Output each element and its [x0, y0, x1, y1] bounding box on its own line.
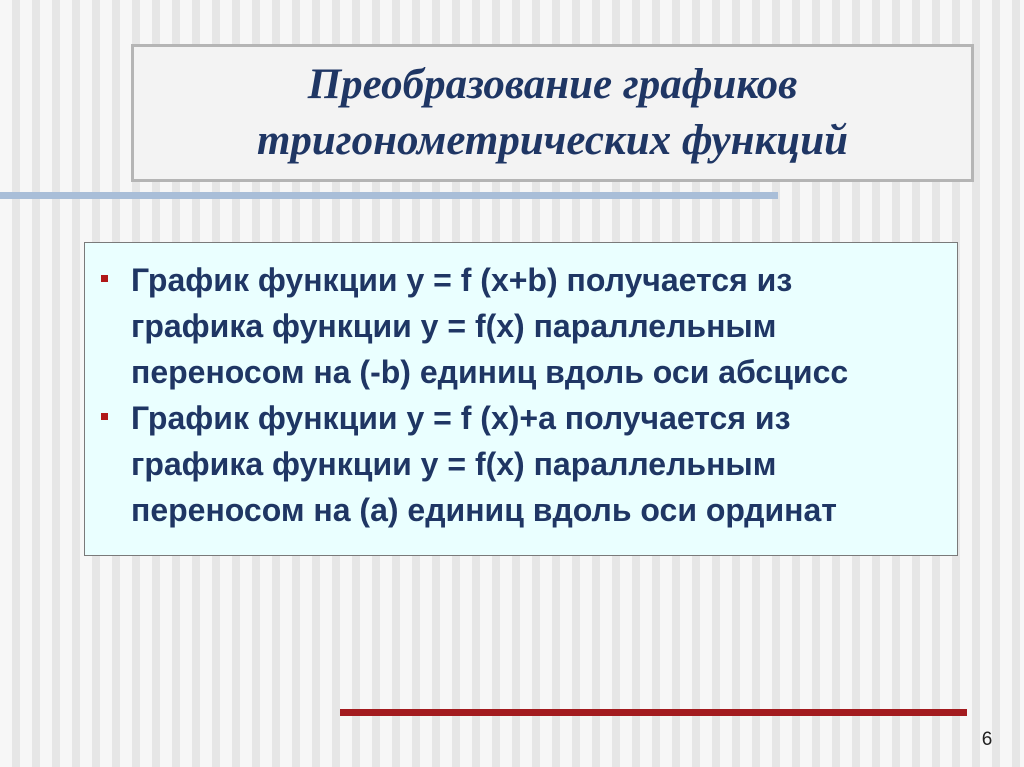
bullet-item-1 [99, 257, 937, 395]
bullet-1-line-2: графика функции у = f(x) параллельным [131, 308, 777, 344]
title-box [131, 44, 974, 182]
bullet-2-line-2: графика функции у = f(x) параллельным [131, 446, 777, 482]
red-accent-bar [340, 709, 967, 716]
bullet-1-line-3: переносом на (-b) единиц вдоль оси абсцисс [131, 354, 849, 390]
bullet-1-line-1: График функции у = f (x+b) получается из [131, 262, 793, 298]
slide-title [257, 57, 848, 169]
content-box [84, 242, 958, 556]
slide-title-line-2: тригонометрических функций [256, 117, 849, 164]
square-bullet-icon [101, 275, 108, 282]
bullet-2-line-3: переносом на (а) единиц вдоль оси ординат [131, 492, 837, 528]
square-bullet-icon [101, 413, 108, 420]
bullet-2-line-1: График функции у = f (x)+a получается из [131, 400, 791, 436]
slide-number: 6 [981, 729, 993, 750]
bullet-list [99, 257, 937, 533]
blue-accent-bar [0, 192, 778, 199]
slide-title-line-1: Преобразование графиков [307, 61, 798, 108]
bullet-item-2 [99, 395, 937, 533]
